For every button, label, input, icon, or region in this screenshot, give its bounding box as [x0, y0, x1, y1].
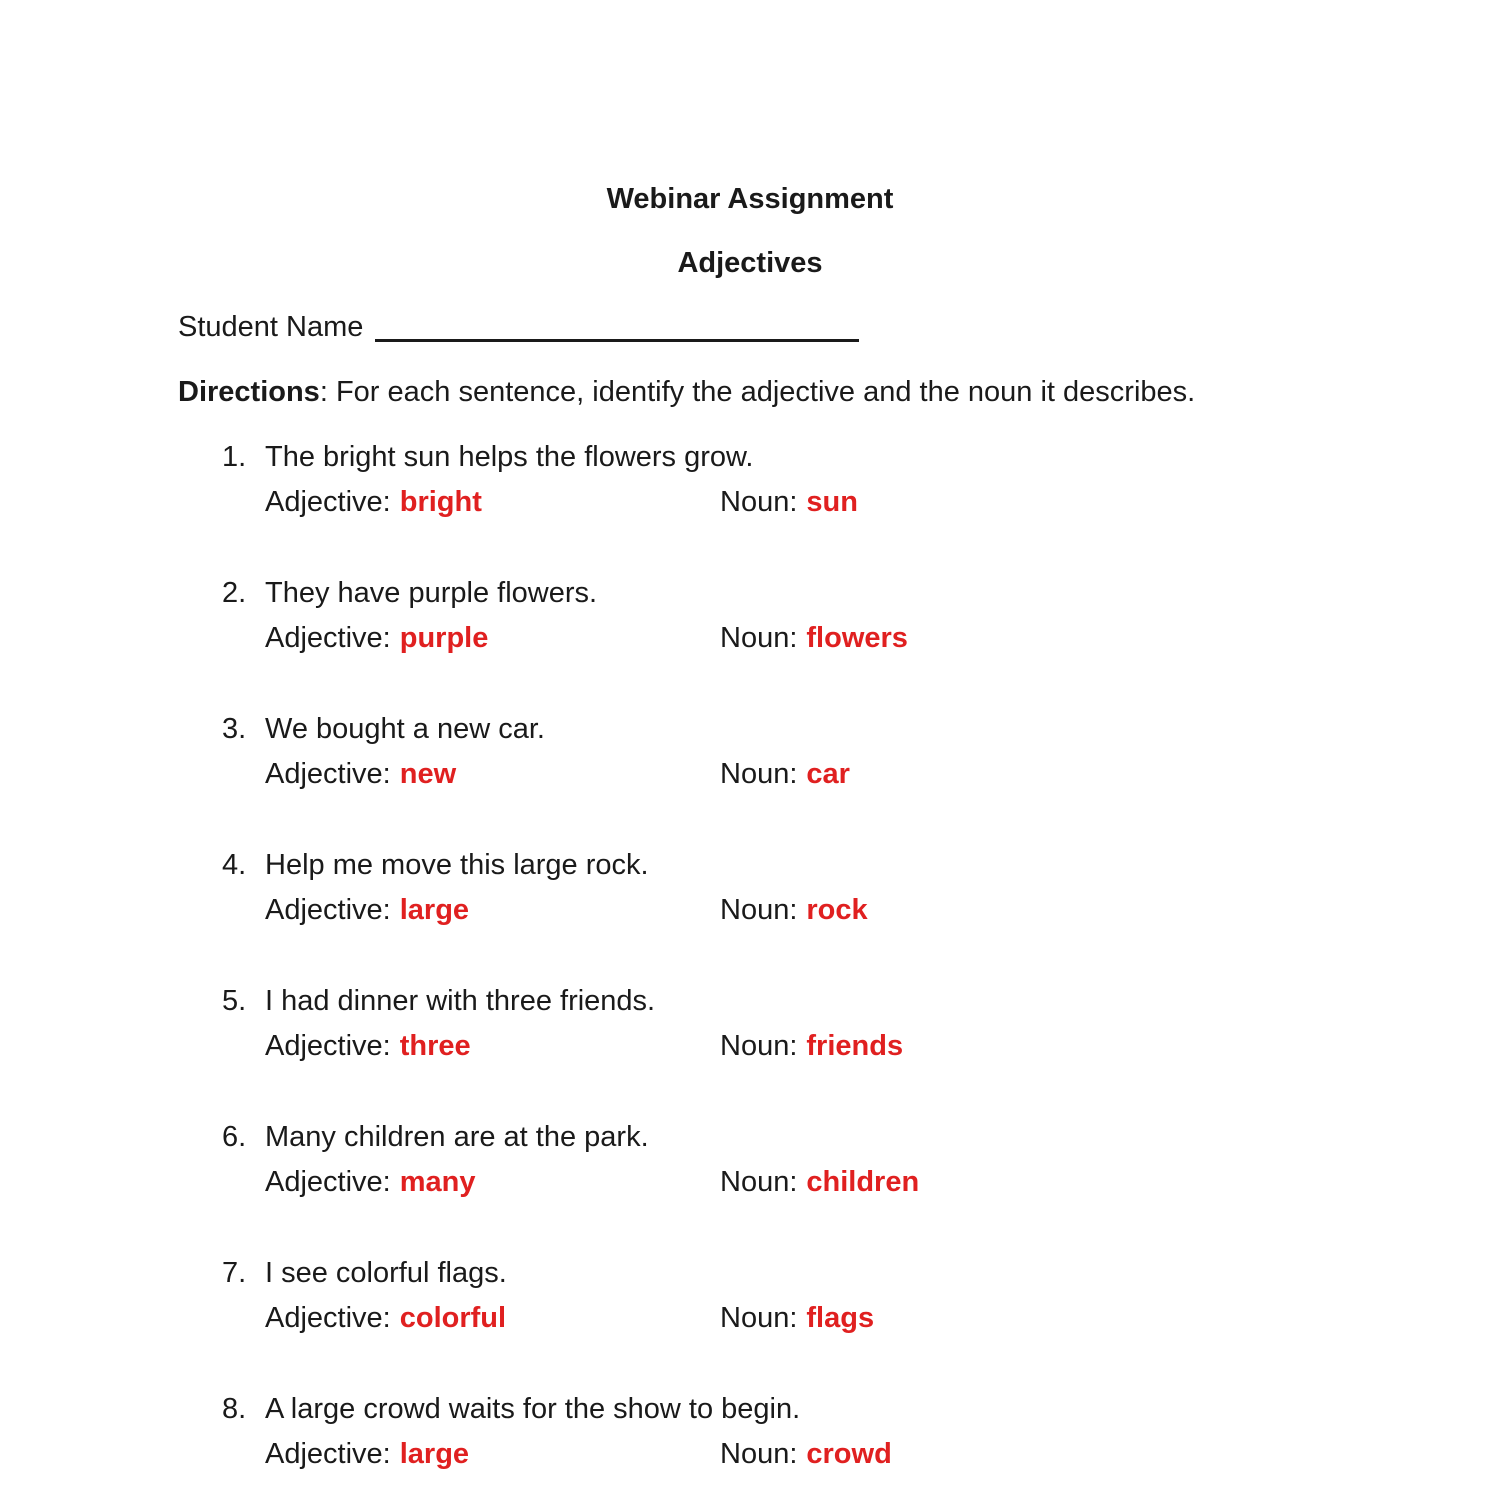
adjective-label: Adjective: [265, 1166, 391, 1198]
noun-part [720, 752, 850, 797]
noun-label: Noun: [720, 1302, 798, 1334]
noun-label: Noun: [720, 1030, 798, 1062]
noun-part [720, 616, 908, 661]
adjective-label: Adjective: [265, 486, 391, 518]
adjective-part [265, 1296, 720, 1341]
directions [178, 370, 1350, 415]
item-sentence: The bright sun helps the flowers grow. [265, 441, 754, 473]
item-number: 2. [222, 577, 247, 609]
adjective-label: Adjective: [265, 1302, 391, 1334]
noun-answer: children [806, 1166, 920, 1198]
noun-part [720, 1296, 874, 1341]
student-name-blank-line [375, 312, 859, 342]
adjective-label: Adjective: [265, 622, 391, 654]
noun-label: Noun: [720, 486, 798, 518]
adjective-answer: many [399, 1166, 476, 1198]
question-item [222, 1251, 1350, 1341]
directions-text: : For each sentence, identify the adjective and the noun it describes. [319, 376, 1196, 408]
adjective-part [265, 888, 720, 933]
noun-label: Noun: [720, 1438, 798, 1470]
sentence-row [222, 843, 1350, 888]
answer-row [265, 1024, 1350, 1069]
question-item [222, 707, 1350, 797]
item-number: 3. [222, 713, 247, 745]
adjective-part [265, 1432, 720, 1477]
student-name-label: Student Name [178, 311, 364, 343]
item-number: 5. [222, 985, 247, 1017]
noun-answer: friends [806, 1030, 904, 1062]
adjective-label: Adjective: [265, 1438, 391, 1470]
noun-answer: crowd [806, 1438, 892, 1470]
sentence-row [222, 707, 1350, 752]
noun-answer: rock [806, 894, 868, 926]
question-item [222, 571, 1350, 661]
adjective-part [265, 1024, 720, 1069]
adjective-answer: three [399, 1030, 471, 1062]
noun-part [720, 888, 868, 933]
noun-label: Noun: [720, 758, 798, 790]
noun-part [720, 480, 858, 525]
adjective-part [265, 480, 720, 525]
noun-answer: car [806, 758, 850, 790]
noun-answer: flowers [806, 622, 908, 654]
noun-part [720, 1160, 919, 1205]
answer-row [265, 480, 1350, 525]
adjective-answer: large [399, 894, 470, 926]
sentence-row [222, 1251, 1350, 1296]
adjective-label: Adjective: [265, 1030, 391, 1062]
item-sentence: We bought a new car. [265, 713, 545, 745]
adjective-answer: large [399, 1438, 470, 1470]
question-item [222, 1115, 1350, 1205]
adjective-part [265, 1160, 720, 1205]
adjective-label: Adjective: [265, 758, 391, 790]
adjective-answer: new [399, 758, 457, 790]
adjective-answer: purple [399, 622, 489, 654]
answer-row [265, 616, 1350, 661]
directions-label: Directions [178, 376, 320, 408]
sentence-row [222, 435, 1350, 480]
answer-row [265, 752, 1350, 797]
sentence-row [222, 1387, 1350, 1432]
item-sentence: A large crowd waits for the show to begin. [265, 1393, 801, 1425]
item-number: 1. [222, 441, 247, 473]
adjective-answer: colorful [399, 1302, 507, 1334]
adjective-label: Adjective: [265, 894, 391, 926]
noun-part [720, 1432, 892, 1477]
item-number: 7. [222, 1257, 247, 1289]
sentence-row [222, 1115, 1350, 1160]
sentence-row [222, 571, 1350, 616]
page-title: Webinar Assignment [606, 183, 894, 215]
question-item [222, 1387, 1350, 1477]
student-name-row [178, 305, 1350, 350]
noun-label: Noun: [720, 622, 798, 654]
noun-label: Noun: [720, 894, 798, 926]
item-number: 6. [222, 1121, 247, 1153]
page-subtitle: Adjectives [677, 247, 823, 279]
adjective-answer: bright [399, 486, 482, 518]
question-item [222, 435, 1350, 525]
question-item [222, 979, 1350, 1069]
answer-row [265, 1432, 1350, 1477]
item-sentence: I had dinner with three friends. [265, 985, 656, 1017]
answer-row [265, 1160, 1350, 1205]
answer-row [265, 1296, 1350, 1341]
question-item [222, 843, 1350, 933]
item-number: 4. [222, 849, 247, 881]
noun-answer: sun [806, 486, 858, 518]
noun-answer: flags [806, 1302, 875, 1334]
adjective-part [265, 616, 720, 661]
noun-label: Noun: [720, 1166, 798, 1198]
item-sentence: Many children are at the park. [265, 1121, 649, 1153]
answer-row [265, 888, 1350, 933]
item-sentence: I see colorful flags. [265, 1257, 507, 1289]
noun-part [720, 1024, 903, 1069]
item-number: 8. [222, 1393, 247, 1425]
adjective-part [265, 752, 720, 797]
item-sentence: They have purple flowers. [265, 577, 598, 609]
sentence-row [222, 979, 1350, 1024]
question-list [178, 435, 1350, 1477]
item-sentence: Help me move this large rock. [265, 849, 649, 881]
